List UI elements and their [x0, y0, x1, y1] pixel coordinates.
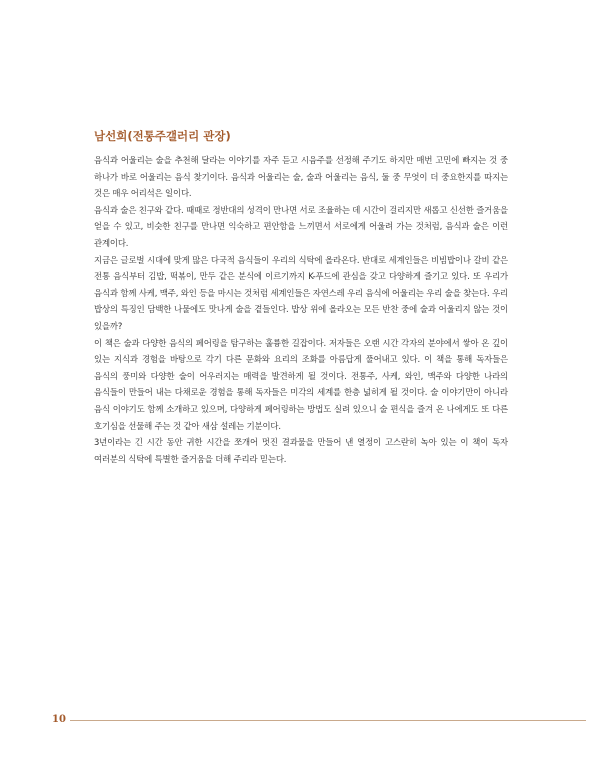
paragraph-5: 3년이라는 긴 시간 동안 귀한 시간을 쪼개어 멋진 결과물을 만들어 낸 열정이 고스란히 녹아 있는 이 책이 독자 여러분의 식탁에 특별한 즐거움을 더해 주리라 믿는다.: [94, 437, 508, 464]
paragraph-2: 음식과 술은 친구와 같다. 때때로 정반대의 성격이 만나면 서로 조율하는 데 시간이 걸리지만 새롭고 신선한 즐거움을 얻을 수 있고, 비슷한 친구를 만나면 익숙하고 편안함을 느끼면서 서로에게 어울려 가는 것처럼, 음식과 술은 이런 관계이다.: [94, 204, 508, 248]
page-footer: [52, 713, 506, 729]
author-heading: 남선희(전통주갤러리 관장): [94, 129, 231, 143]
paragraph-4: 이 책은 술과 다양한 음식의 페어링을 탐구하는 훌륭한 길잡이다. 저자들은 오랜 시간 각자의 분야에서 쌓아 온 깊이 있는 지식과 경험을 바탕으로 각기 다른 문화와 요리의 조화를 아름답게 풀어내고 있다. 이 책을 통해 독자들은 음식의 풍미와 다양한 술이 어우러지는 매력을 발견하게 될 것이다. 전통주, 사케, 와인, 맥주와 다양한 나라의 음식들이 만들어 내는 다채로운 경험을 통해 독자들은 미각의 세계를 한층 넓히게 될 것이다. 술 이야기만이 아니라 음식 이야기도 함께 소개하고 있으며, 다양하게 페어링하는 방법도 실려 있으니 술 편식을 즐겨 온 나에게도 또 다른 호기심을 선물해 주는 것 같아 새삼 설레는 기분이다.: [94, 337, 508, 431]
footer-divider: [70, 720, 586, 721]
paragraph-3: 지금은 글로벌 시대에 맞게 많은 다국적 음식들이 우리의 식탁에 올라온다. 반대로 세계인들은 비빔밥이나 갈비 같은 전통 음식부터 김밥, 떡볶이, 만두 같은 분식에 이르기까지 K-푸드에 관심을 갖고 다양하게 즐기고 있다. 또 우리가 음식과 함께 사케, 맥주, 와인 등을 마시는 것처럼 세계인들은 자연스레 우리 음식에 어울리는 우리 술을 찾는다. 우리 밥상의 특징인 담백한 나물에도 맛나게 술을 곁들인다. 밥상 위에 올라오는 모든 반찬 중에 술과 어울리지 않는 것이 있을까?: [94, 254, 508, 331]
preface-section: [94, 128, 508, 467]
page-number: 10: [52, 714, 66, 725]
paragraph-1: 음식과 어울리는 술을 추천해 달라는 이야기를 자주 듣고 시음주를 선정해 주기도 하지만 매번 고민에 빠지는 것 중 하나가 바로 어울리는 음식 찾기이다. 음식과 어울리는 술, 술과 어울리는 음식, 둘 중 무엇이 더 중요한지를 따지는 것은 매우 어리석은 일이다.: [94, 155, 508, 199]
